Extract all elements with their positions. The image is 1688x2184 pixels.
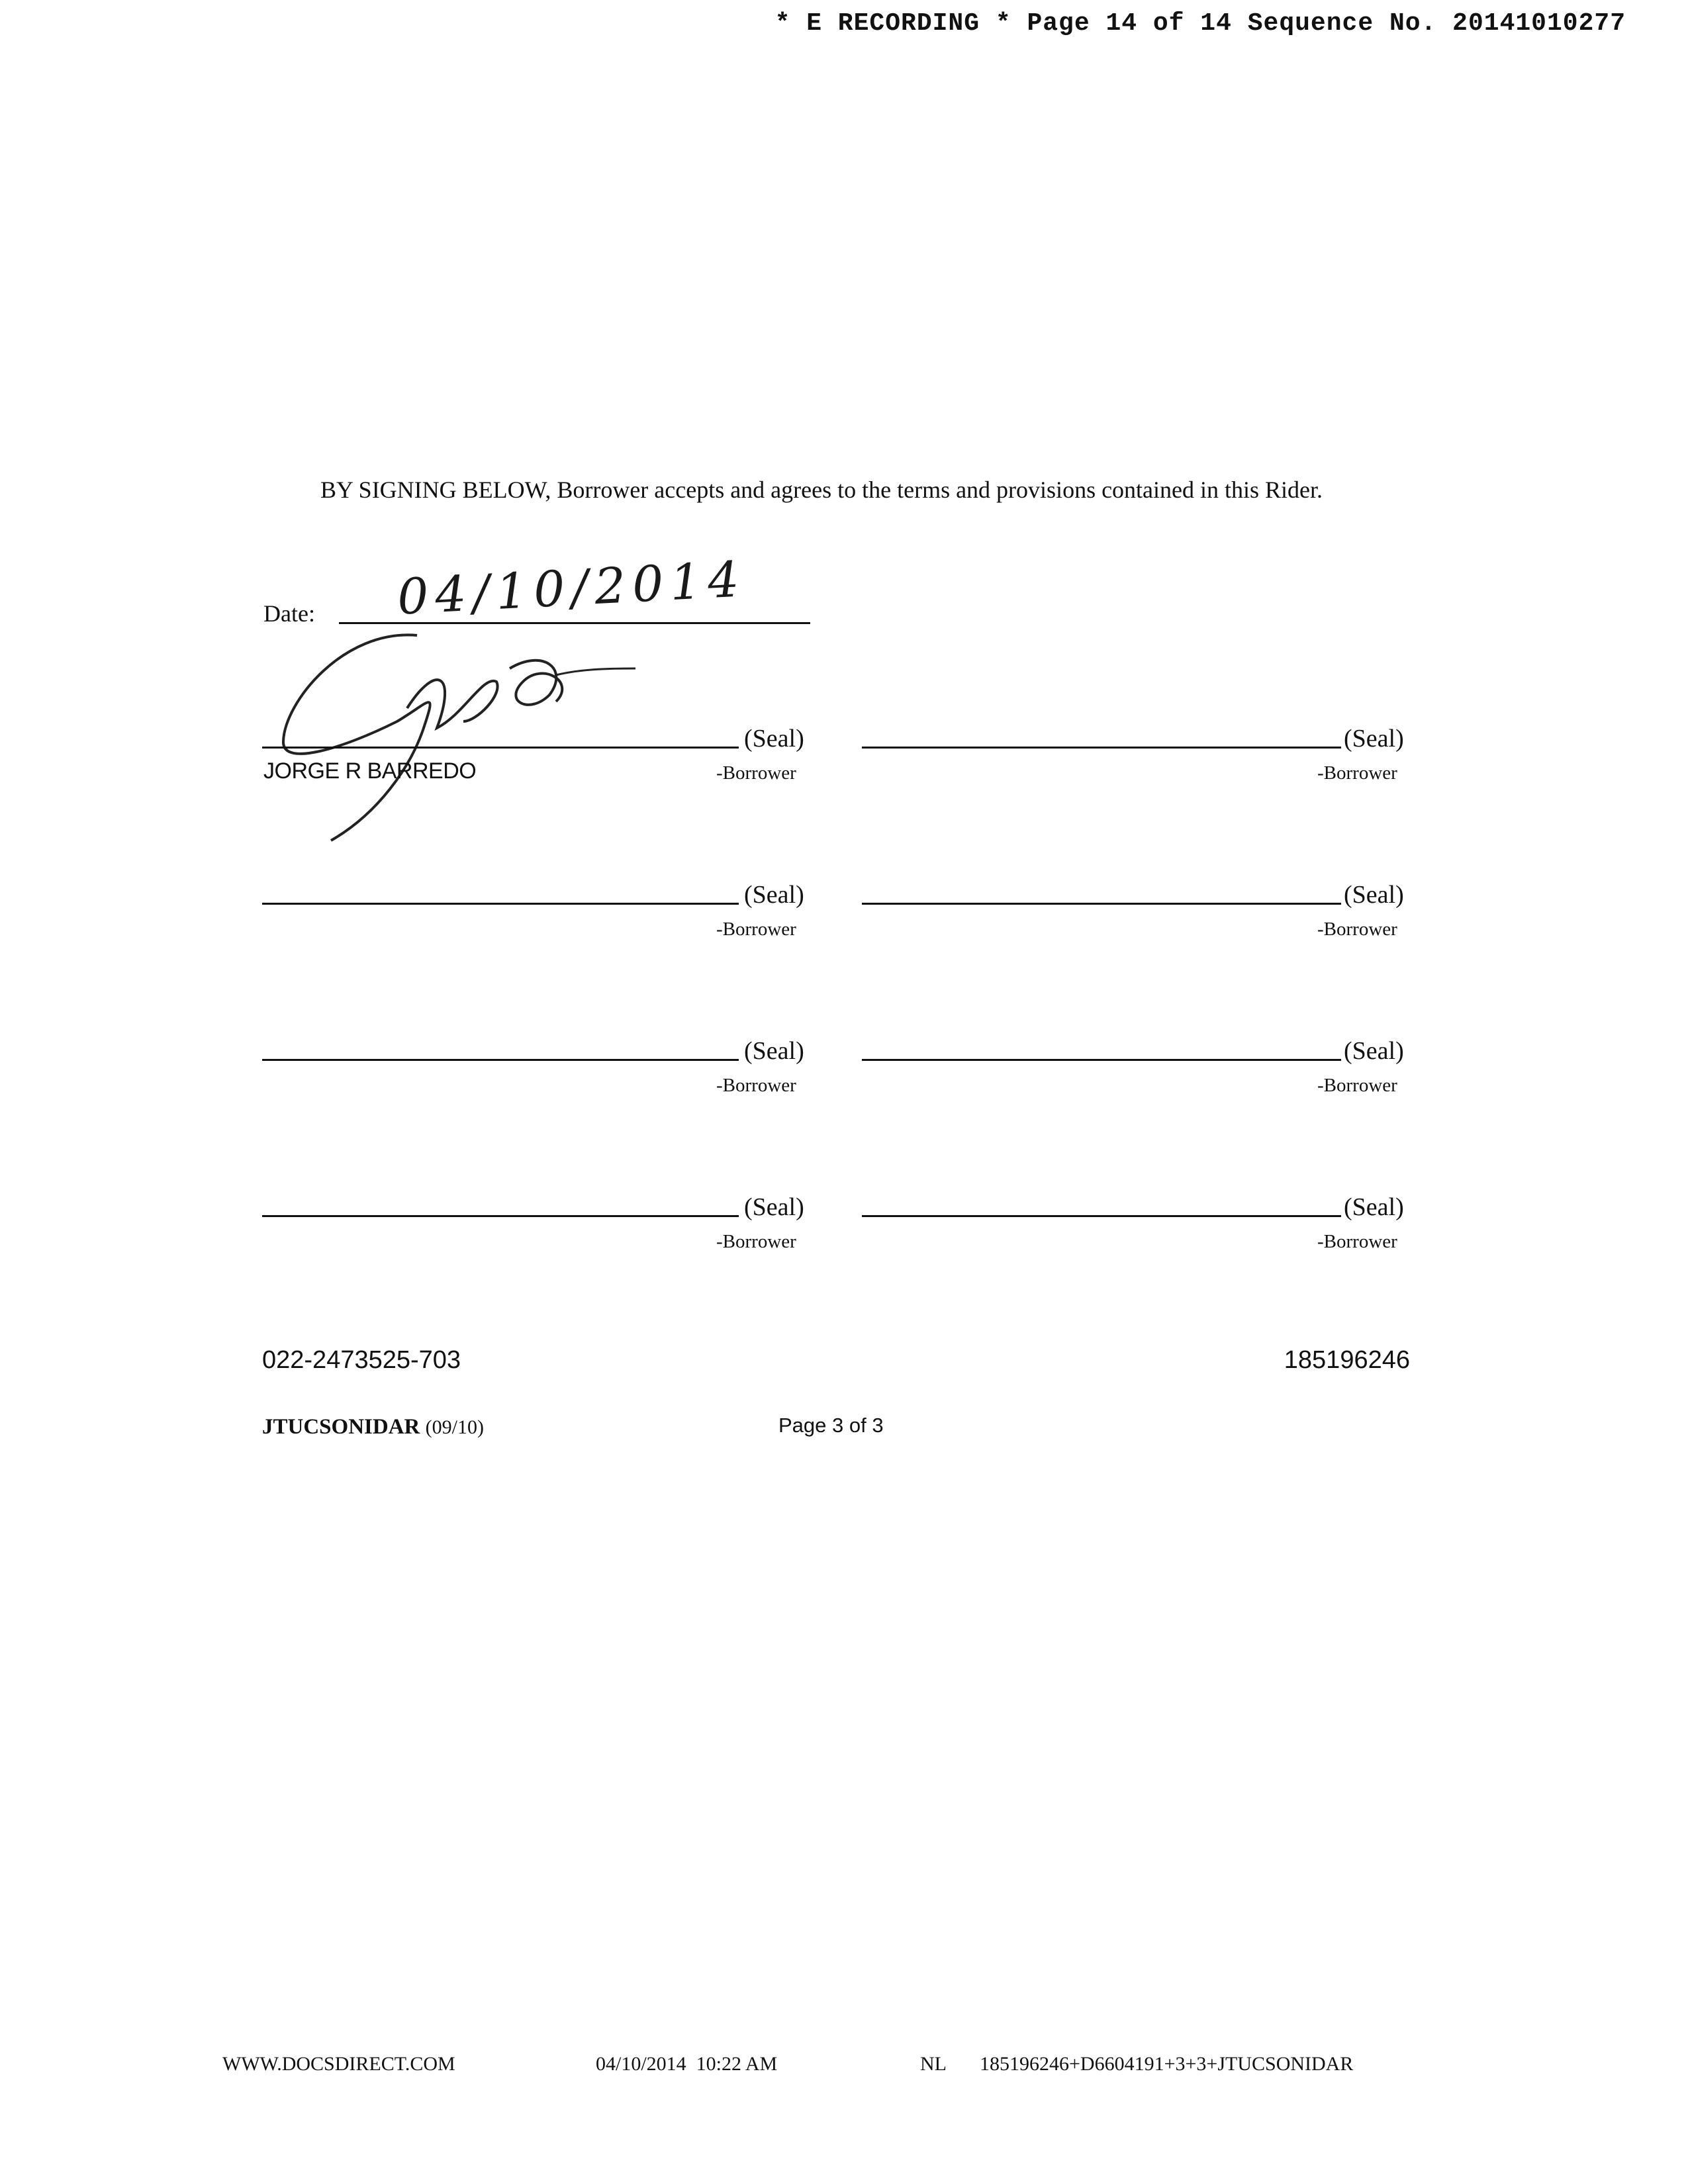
borrower-label: -Borrower (716, 762, 796, 784)
signature-line (862, 747, 1341, 749)
seal-label: (Seal) (1344, 881, 1404, 909)
form-code: JTUCSONIDAR (09/10) (262, 1415, 484, 1439)
date-label: Date: (263, 600, 315, 627)
loan-number: 022-2473525-703 (262, 1346, 461, 1374)
signing-statement: BY SIGNING BELOW, Borrower accepts and agrees to the terms and provisions contained in this Rider. (320, 477, 1323, 503)
signature-line (862, 1215, 1341, 1217)
reference-number: 185196246 (1284, 1346, 1410, 1374)
borrower-signature (265, 622, 675, 847)
borrower-printed-name: JORGE R BARREDO (263, 758, 477, 784)
recording-banner: * E RECORDING * Page 14 of 14 Sequence No. 20141010277 (774, 9, 1626, 38)
signature-line (862, 1059, 1341, 1061)
handwritten-date: 04/10/2014 (396, 551, 747, 626)
footer-timestamp: 04/10/2014 10:22 AM (596, 2053, 778, 2075)
seal-label: (Seal) (744, 725, 804, 752)
page-indicator: Page 3 of 3 (778, 1414, 884, 1437)
borrower-label: -Borrower (1317, 1075, 1397, 1096)
borrower-label: -Borrower (1317, 762, 1397, 784)
seal-label: (Seal) (744, 881, 804, 909)
borrower-label: -Borrower (716, 1231, 796, 1252)
seal-label: (Seal) (1344, 1193, 1404, 1221)
signature-line (262, 1215, 739, 1217)
borrower-label: -Borrower (716, 919, 796, 940)
seal-label: (Seal) (744, 1037, 804, 1065)
signature-line (262, 903, 739, 905)
seal-label: (Seal) (744, 1193, 804, 1221)
footer-website: WWW.DOCSDIRECT.COM (222, 2053, 455, 2075)
signature-line (262, 747, 739, 749)
borrower-label: -Borrower (1317, 1231, 1397, 1252)
seal-label: (Seal) (1344, 725, 1404, 752)
seal-label: (Seal) (1344, 1037, 1404, 1065)
footer-operator-code: NL (920, 2053, 947, 2075)
borrower-label: -Borrower (716, 1075, 796, 1096)
borrower-label: -Borrower (1317, 919, 1397, 940)
footer-document-id: 185196246+D6604191+3+3+JTUCSONIDAR (980, 2053, 1354, 2075)
signature-line (862, 903, 1341, 905)
signature-line (262, 1059, 739, 1061)
